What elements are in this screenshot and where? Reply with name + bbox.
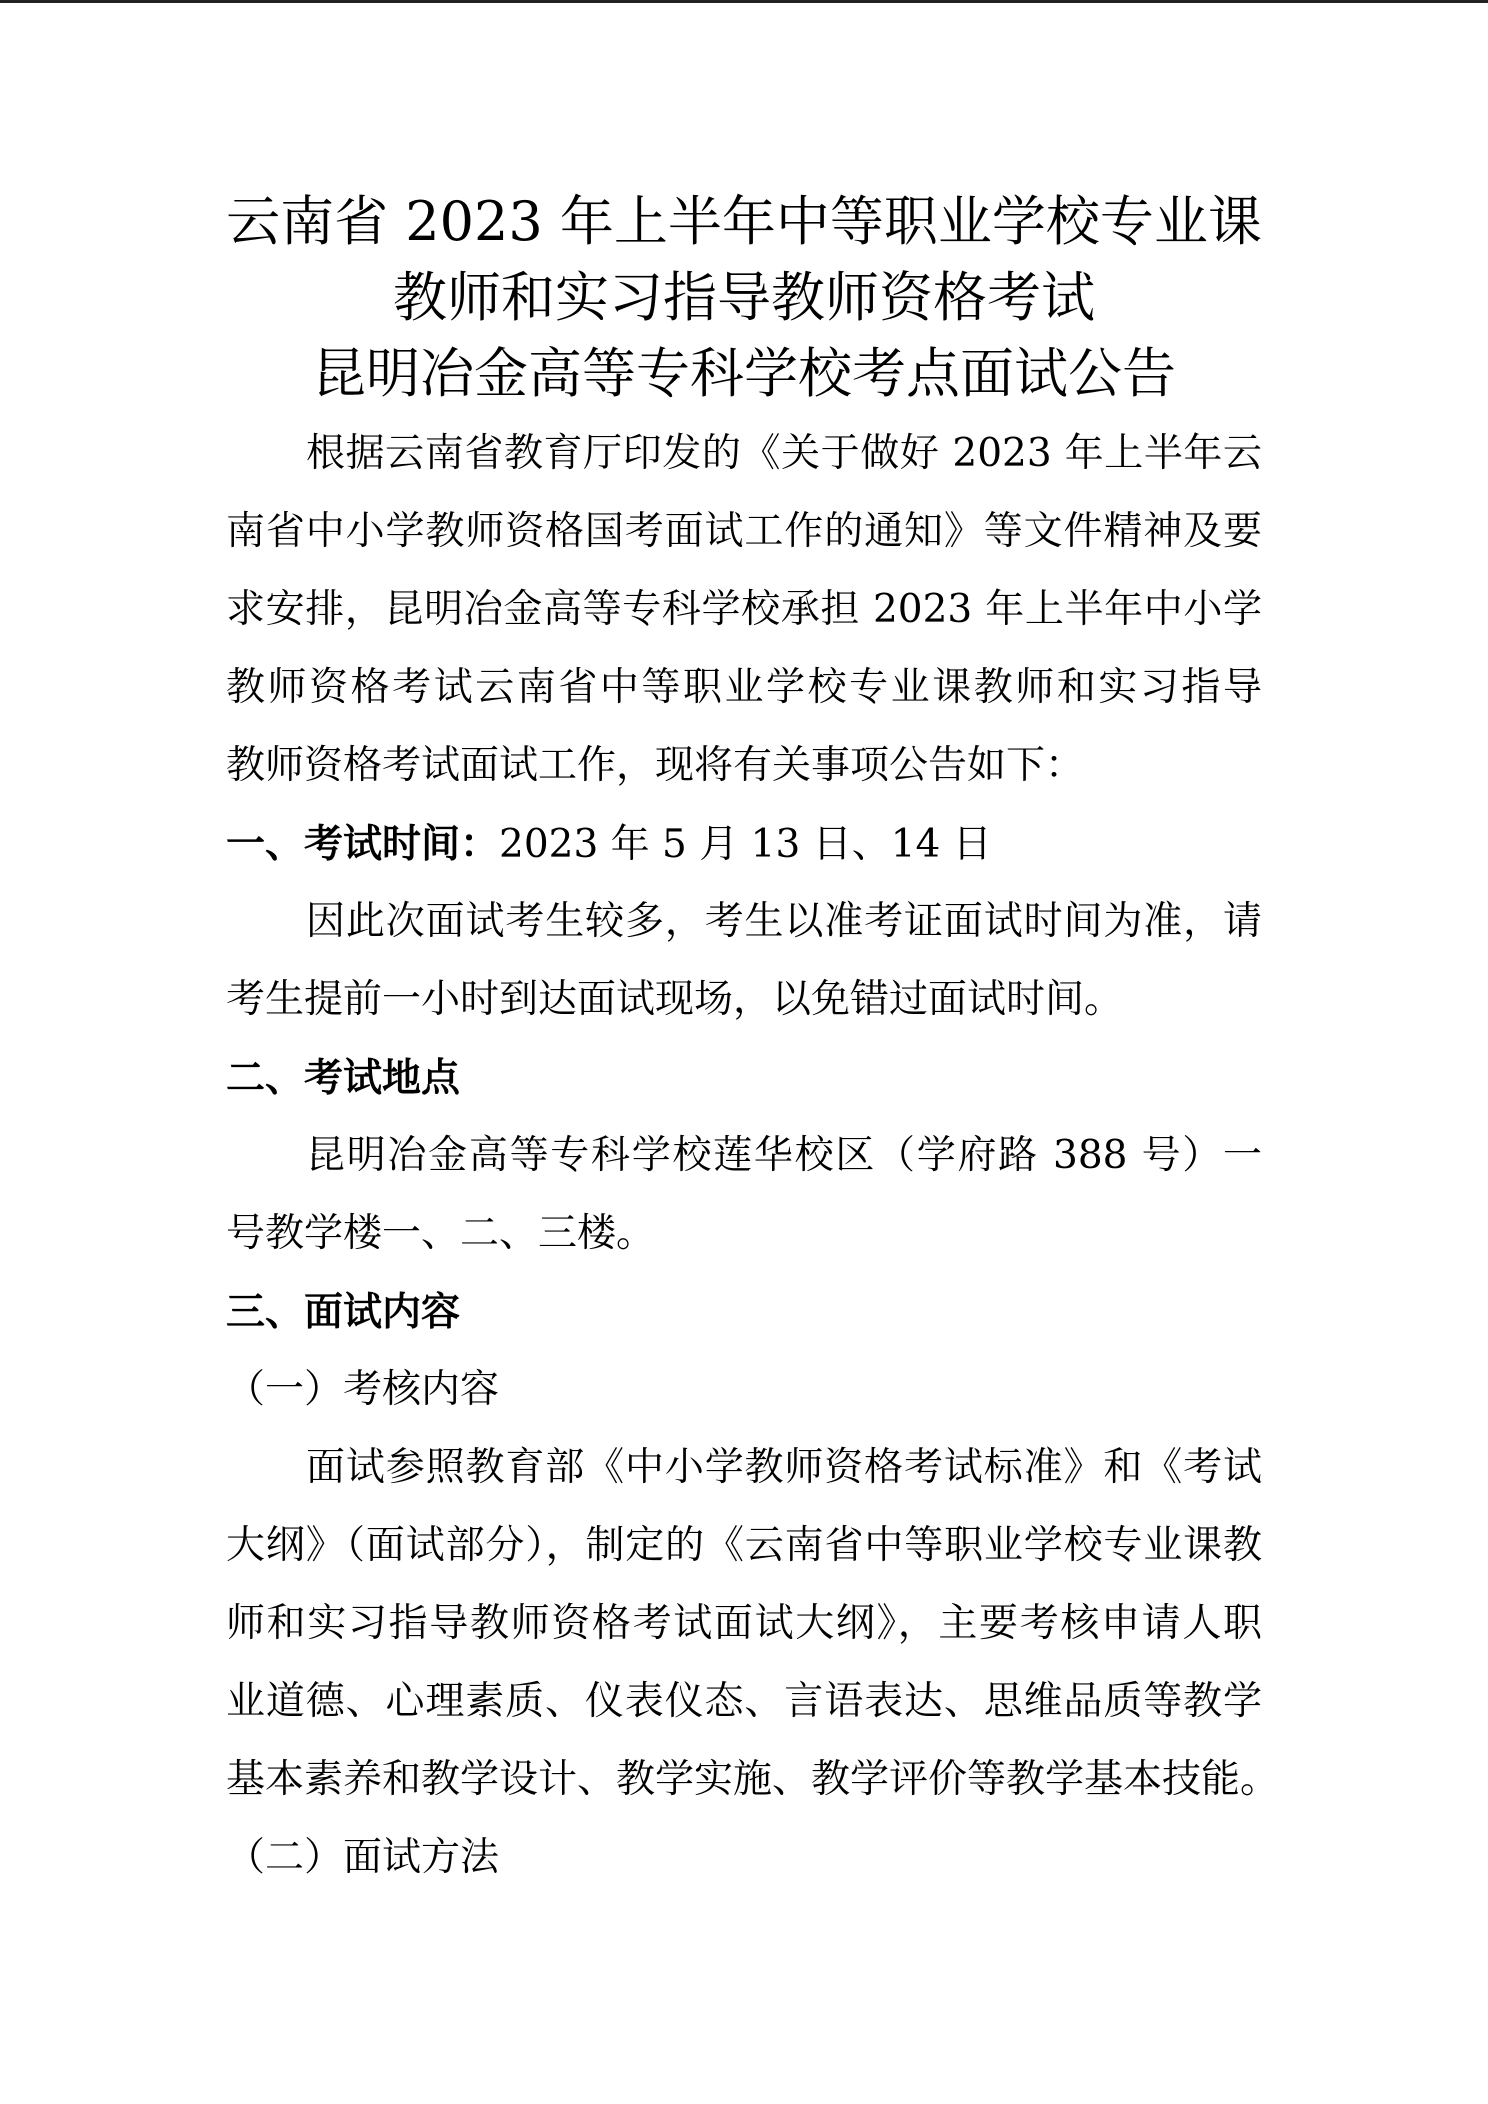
subsection-1-heading: （一）考核内容 [226,1367,500,1412]
section-1-heading-row [226,820,1262,869]
subsection-1-line-4: 业道德、心理素质、仪表仪态、言语表达、思维品质等教学 [226,1679,1262,1724]
subsection-1-line-2: 大纲》（面试部分），制定的《云南省中等职业学校专业课教 [226,1523,1262,1568]
subsection-1-line-5: 基本素养和教学设计、教学实施、教学评价等教学基本技能。 [226,1757,1280,1802]
section-1-line-1: 因此次面试考生较多，考生以准考证面试时间为准，请 [306,899,1262,944]
section-1-line-2: 考生提前一小时到达面试现场，以免错过面试时间。 [226,977,1124,1022]
section-3-heading: 三、面试内容 [226,1289,461,1335]
exam-date-value: 2023 年 5 月 13 日、14 日 [499,822,992,867]
section-2-line-2: 号教学楼一、二、三楼。 [226,1211,656,1256]
section-1-heading: 一、考试时间： [226,821,500,867]
intro-line-2: 南省中小学教师资格国考面试工作的通知》等文件精神及要 [226,509,1262,554]
intro-line-4: 教师资格考试云南省中等职业学校专业课教师和实习指导 [226,665,1262,710]
subsection-1-line-1: 面试参照教育部《中小学教师资格考试标准》和《考试 [306,1445,1262,1490]
subsection-2-heading: （二）面试方法 [226,1835,500,1880]
section-2-line-1: 昆明冶金高等专科学校莲华校区（学府路 388 号）一 [306,1133,1262,1178]
intro-line-1: 根据云南省教育厅印发的《关于做好 2023 年上半年云 [306,431,1262,476]
document-title-line-2: 教师和实习指导教师资格考试 [393,266,1095,329]
document-title-line-3: 昆明冶金高等专科学校考点面试公告 [312,342,1176,405]
intro-line-3: 求安排，昆明冶金高等专科学校承担 2023 年上半年中小学 [226,587,1262,632]
section-2-heading: 二、考试地点 [226,1055,461,1101]
document-title-line-1: 云南省 2023 年上半年中等职业学校专业课 [226,190,1262,253]
intro-line-5: 教师资格考试面试工作，现将有关事项公告如下： [226,743,1085,788]
subsection-1-line-3: 师和实习指导教师资格考试面试大纲》，主要考核申请人职 [226,1601,1262,1646]
